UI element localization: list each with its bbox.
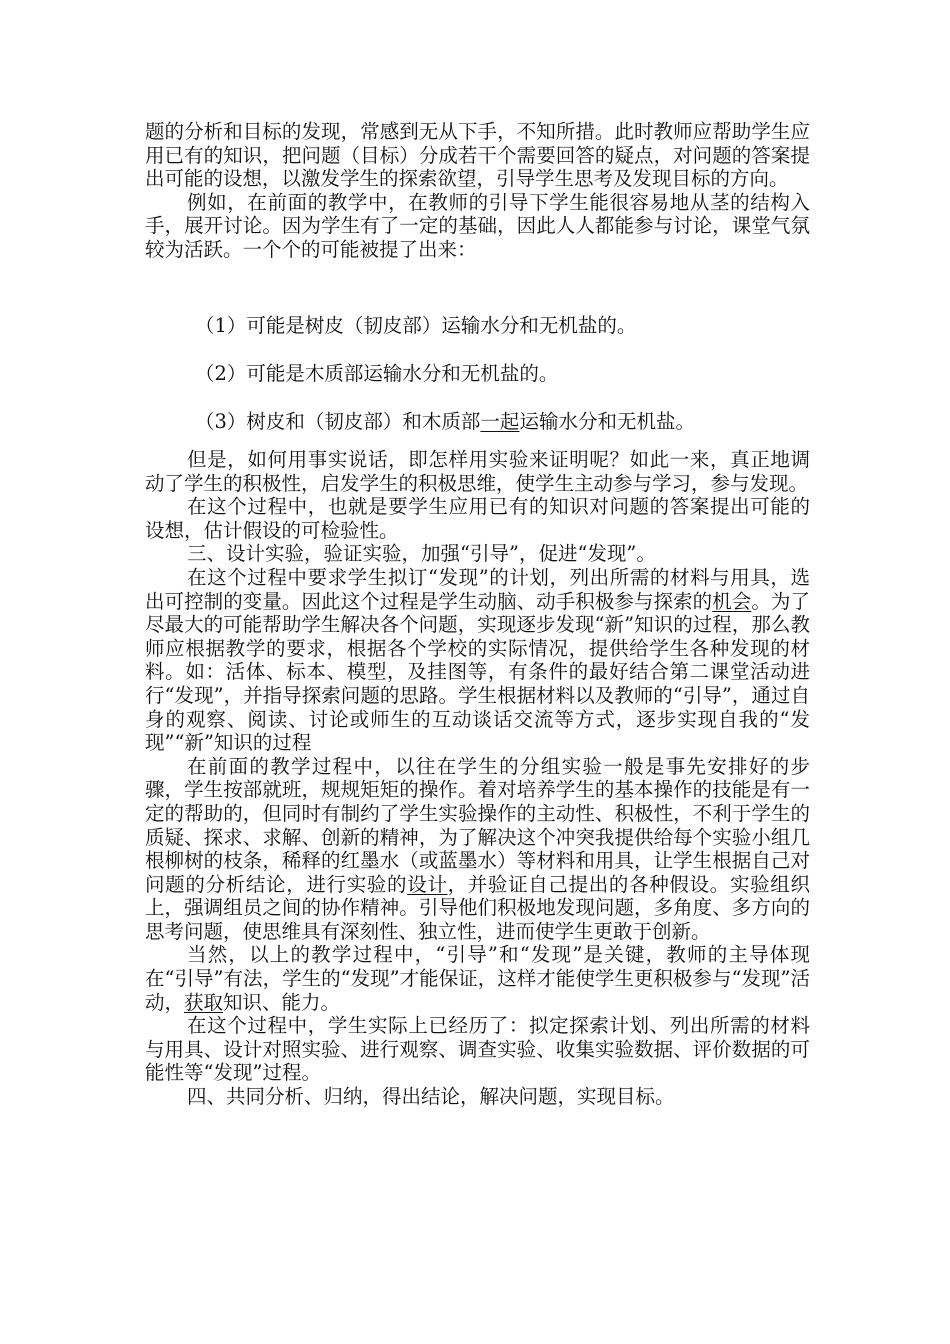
list-item-1: （1）可能是树皮（韧皮部）运输水分和无机盐的。 bbox=[195, 314, 637, 337]
paragraph-1: 题的分析和目标的发现，常感到无从下手，不知所措。此时教师应帮助学生应用已有的知识，把问题（目标）分成若干个需要回答的疑点，对问题的答案提出可能的设想，以激发学生的探索欲望，引导学生思考及发现目标的方向。 bbox=[145, 120, 810, 191]
list-item-3-underlined: 一起 bbox=[480, 410, 520, 433]
list-item-3-text-b: 运输水分和无机盐。 bbox=[519, 410, 695, 433]
paragraph-6-text-b: ，并验证自己提出的各种假设。实验组织上，强调组员之间的协作精神。引导他们积极地发现问题，多角度、多方向的思考问题，使思维具有深刻性、独立性，进而使学生更敢于创新。 bbox=[145, 872, 810, 943]
paragraph-5-text-b: 。为了尽最大的可能帮助学生解决各个问题，实现逐步发现“新”知识的过程，那么教师应根据教学的要求，根据各个学校的实际情况，提供给学生各种发现的材料。如：活体、标本、模型，及挂图等，有条件的最好结合第二课堂活动进行“发现”，并指导探索问题的思路。学生根据材料以及教师的“引导”，通过自身的观察、阅读、讨论或师生的互动谈话交流等方式，逐步实现自我的“发现”“新”知识的过程 bbox=[145, 589, 810, 755]
paragraph-7 bbox=[145, 943, 810, 1014]
paragraph-7-text-b: 知识、能力。 bbox=[223, 990, 341, 1014]
heading-section-4: 四、共同分析、归纳，得出结论，解决问题，实现目标。 bbox=[187, 1085, 675, 1109]
list-item-2: （2）可能是木质部运输水分和无机盐的。 bbox=[195, 362, 559, 385]
paragraph-4: 在这个过程中，也就是要学生应用已有的知识对问题的答案提出可能的设想，估计假设的可检验性。 bbox=[145, 495, 810, 542]
paragraph-8: 在这个过程中，学生实际上已经历了：拟定探索计划、列出所需的材料与用具、设计对照实验、进行观察、调查实验、收集实验数据、评价数据的可能性等“发现”过程。 bbox=[145, 1014, 810, 1085]
paragraph-6 bbox=[145, 755, 810, 944]
paragraph-2: 例如，在前面的教学中，在教师的引导下学生能很容易地从茎的结构入手，展开讨论。因为学生有了一定的基础，因此人人都能参与讨论，课堂气氛较为活跃。一个个的可能被提了出来： bbox=[145, 190, 810, 261]
paragraph-7-text-a: 当然，以上的教学过程中，“引导”和“发现”是关键，教师的主导体现在“引导”有法，学生的“发现”才能保证，这样才能使学生更积极参与“发现”活动， bbox=[145, 943, 810, 1014]
paragraph-5-underlined: 机会 bbox=[712, 589, 752, 613]
paragraph-5-text-a: 在这个过程中要求学生拟订“发现”的计划，列出所需的材料与用具，选出可控制的变量。因此这个过程是学生动脑、动手积极参与探索的 bbox=[145, 565, 810, 613]
text-block-main bbox=[145, 448, 810, 1109]
list-item-3 bbox=[195, 410, 695, 434]
paragraph-6-text-a: 在前面的教学过程中，以往在学生的分组实验一般是事先安排好的步骤，学生按部就班，规规矩矩的操作。着对培养学生的基本操作的技能是有一定的帮助的，但同时有制约了学生实验操作的主动性、积极性，不利于学生的质疑、探求、求解、创新的精神，为了解决这个冲突我提供给每个实验小组几根柳树的枝条，稀释的红墨水（或蓝墨水）等材料和用具，让学生根据自己对问题的分析结论，进行实验的 bbox=[145, 754, 810, 896]
paragraph-3: 但是，如何用事实说话，即怎样用实验来证明呢？如此一来，真正地调动了学生的积极性，启发学生的积极思维，使学生主动参与学习，参与发现。 bbox=[145, 448, 810, 495]
list-item-3-text-a: （3）树皮和（韧皮部）和木质部 bbox=[195, 410, 481, 433]
paragraph-6-underlined: 设计 bbox=[407, 872, 448, 896]
heading-section-3: 三、设计实验，验证实验，加强“引导”，促进“发现”。 bbox=[187, 542, 656, 566]
paragraph-5 bbox=[145, 566, 810, 755]
text-block-top bbox=[145, 120, 810, 262]
paragraph-7-underlined: 获取 bbox=[184, 990, 224, 1014]
